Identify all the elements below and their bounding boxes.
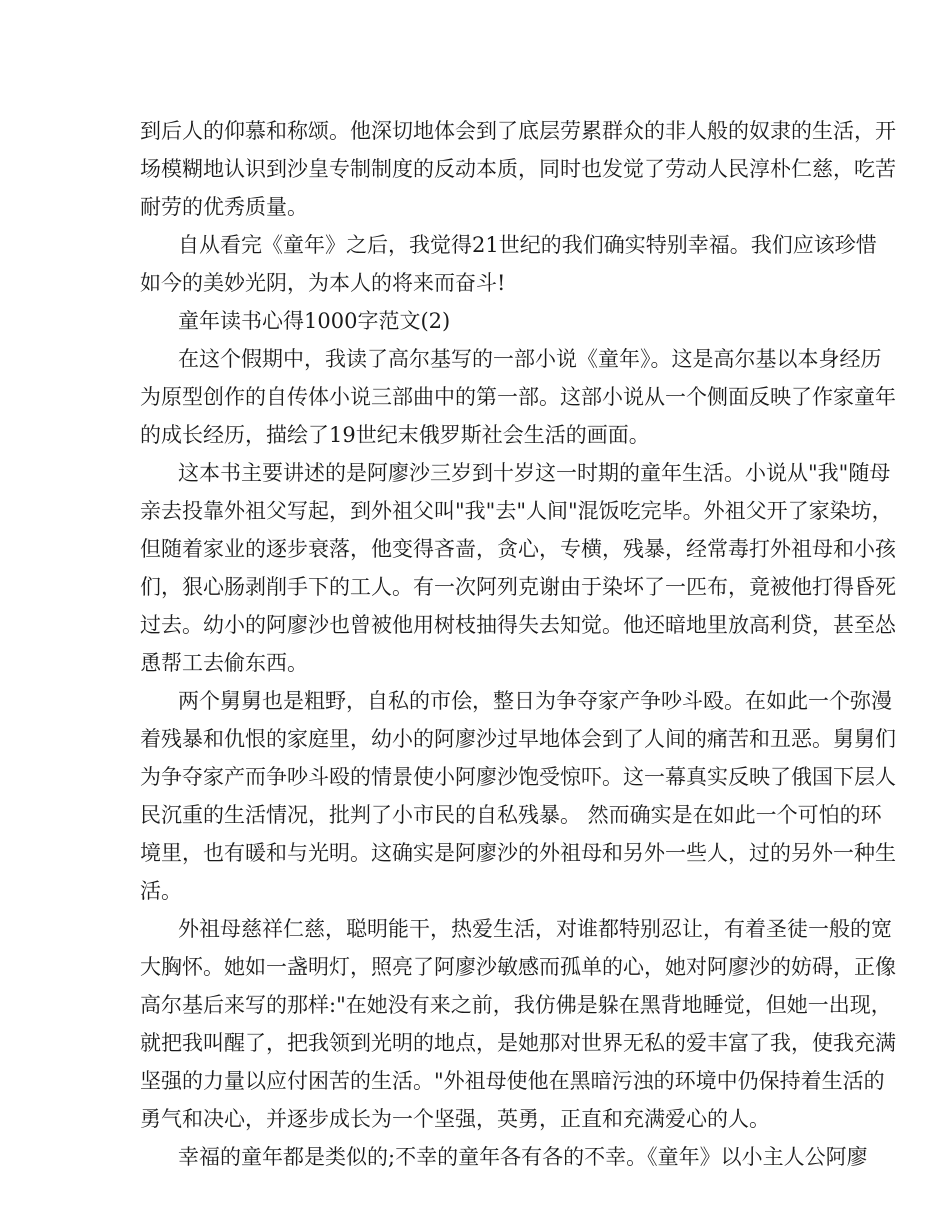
- text-line: 就把我叫醒了，把我领到光明的地点，是她那对世界无私的爱丰富了我，使我充满: [140, 1031, 896, 1055]
- text-line: 为原型创作的自传体小说三部曲中的第一部。这部小说从一个侧面反映了作家童年: [140, 385, 896, 409]
- section-heading: 童年读书心得1000字范文(2): [178, 309, 451, 333]
- text-line: 的成长经历，描绘了19世纪末俄罗斯社会生活的画面。: [140, 423, 650, 447]
- text-line: 境里，也有暖和与光明。这确实是阿廖沙的外祖母和另外一些人，过的另外一种生: [140, 841, 896, 865]
- text-line: 勇气和决心，并逐步成长为一个坚强，英勇，正直和充满爱心的人。: [140, 1107, 770, 1131]
- text-line: 到后人的仰慕和称颂。他深切地体会到了底层劳累群众的非人般的奴隶的生活，开: [140, 119, 896, 143]
- text-line: 过去。幼小的阿廖沙也曾被他用树枝抽得失去知觉。他还暗地里放高利贷，甚至怂: [140, 613, 896, 637]
- text-line: 如今的美妙光阴，为本人的将来而奋斗!: [140, 271, 506, 295]
- text-line: 亲去投靠外祖父写起，到外祖父叫"我"去"人间"混饭吃完毕。外祖父开了家染坊，: [140, 499, 893, 523]
- text-line: 为争夺家产而争吵斗殴的情景使小阿廖沙饱受惊吓。这一幕真实反映了俄国下层人: [140, 765, 896, 789]
- text-line: 大胸怀。她如一盏明灯，照亮了阿廖沙敏感而孤单的心，她对阿廖沙的妨碍，正像: [140, 955, 896, 979]
- text-line: 们，狠心肠剥削手下的工人。有一次阿列克谢由于染坏了一匹布，竟被他打得昏死: [140, 575, 896, 599]
- text-line: 耐劳的优秀质量。: [140, 195, 308, 219]
- text-line: 恿帮工去偷东西。: [140, 651, 308, 675]
- text-line: 这本书主要讲述的是阿廖沙三岁到十岁这一时期的童年生活。小说从"我"随母: [178, 461, 891, 485]
- text-line: 幸福的童年都是类似的;不幸的童年各有各的不幸。《童年》以小主人公阿廖: [178, 1145, 868, 1169]
- text-line: 场模糊地认识到沙皇专制制度的反动本质，同时也发觉了劳动人民淳朴仁慈，吃苦: [140, 157, 896, 181]
- text-line: 民沉重的生活情况，批判了小市民的自私残暴。 然而确实是在如此一个可怕的环: [140, 803, 882, 827]
- text-line: 外祖母慈祥仁慈，聪明能干，热爱生活，对谁都特别忍让，有着圣徒一般的宽: [178, 917, 892, 941]
- text-line: 坚强的力量以应付困苦的生活。"外祖母使他在黑暗污浊的环境中仍保持着生活的: [140, 1069, 885, 1093]
- text-line: 自从看完《童年》之后，我觉得21世纪的我们确实特别幸福。我们应该珍惜: [178, 233, 877, 257]
- text-line: 高尔基后来写的那样:"在她没有来之前，我仿佛是躲在黑背地睡觉，但她一出现，: [140, 993, 892, 1017]
- text-line: 但随着家业的逐步衰落，他变得吝啬，贪心，专横，残暴，经常毒打外祖母和小孩: [140, 537, 896, 561]
- text-line: 着残暴和仇恨的家庭里，幼小的阿廖沙过早地体会到了人间的痛苦和丑恶。舅舅们: [140, 727, 896, 751]
- text-line: 两个舅舅也是粗野，自私的市侩，整日为争夺家产争吵斗殴。在如此一个弥漫: [178, 689, 892, 713]
- text-line: 活。: [140, 879, 182, 903]
- text-line: 在这个假期中，我读了高尔基写的一部小说《童年》。这是高尔基以本身经历: [178, 347, 882, 371]
